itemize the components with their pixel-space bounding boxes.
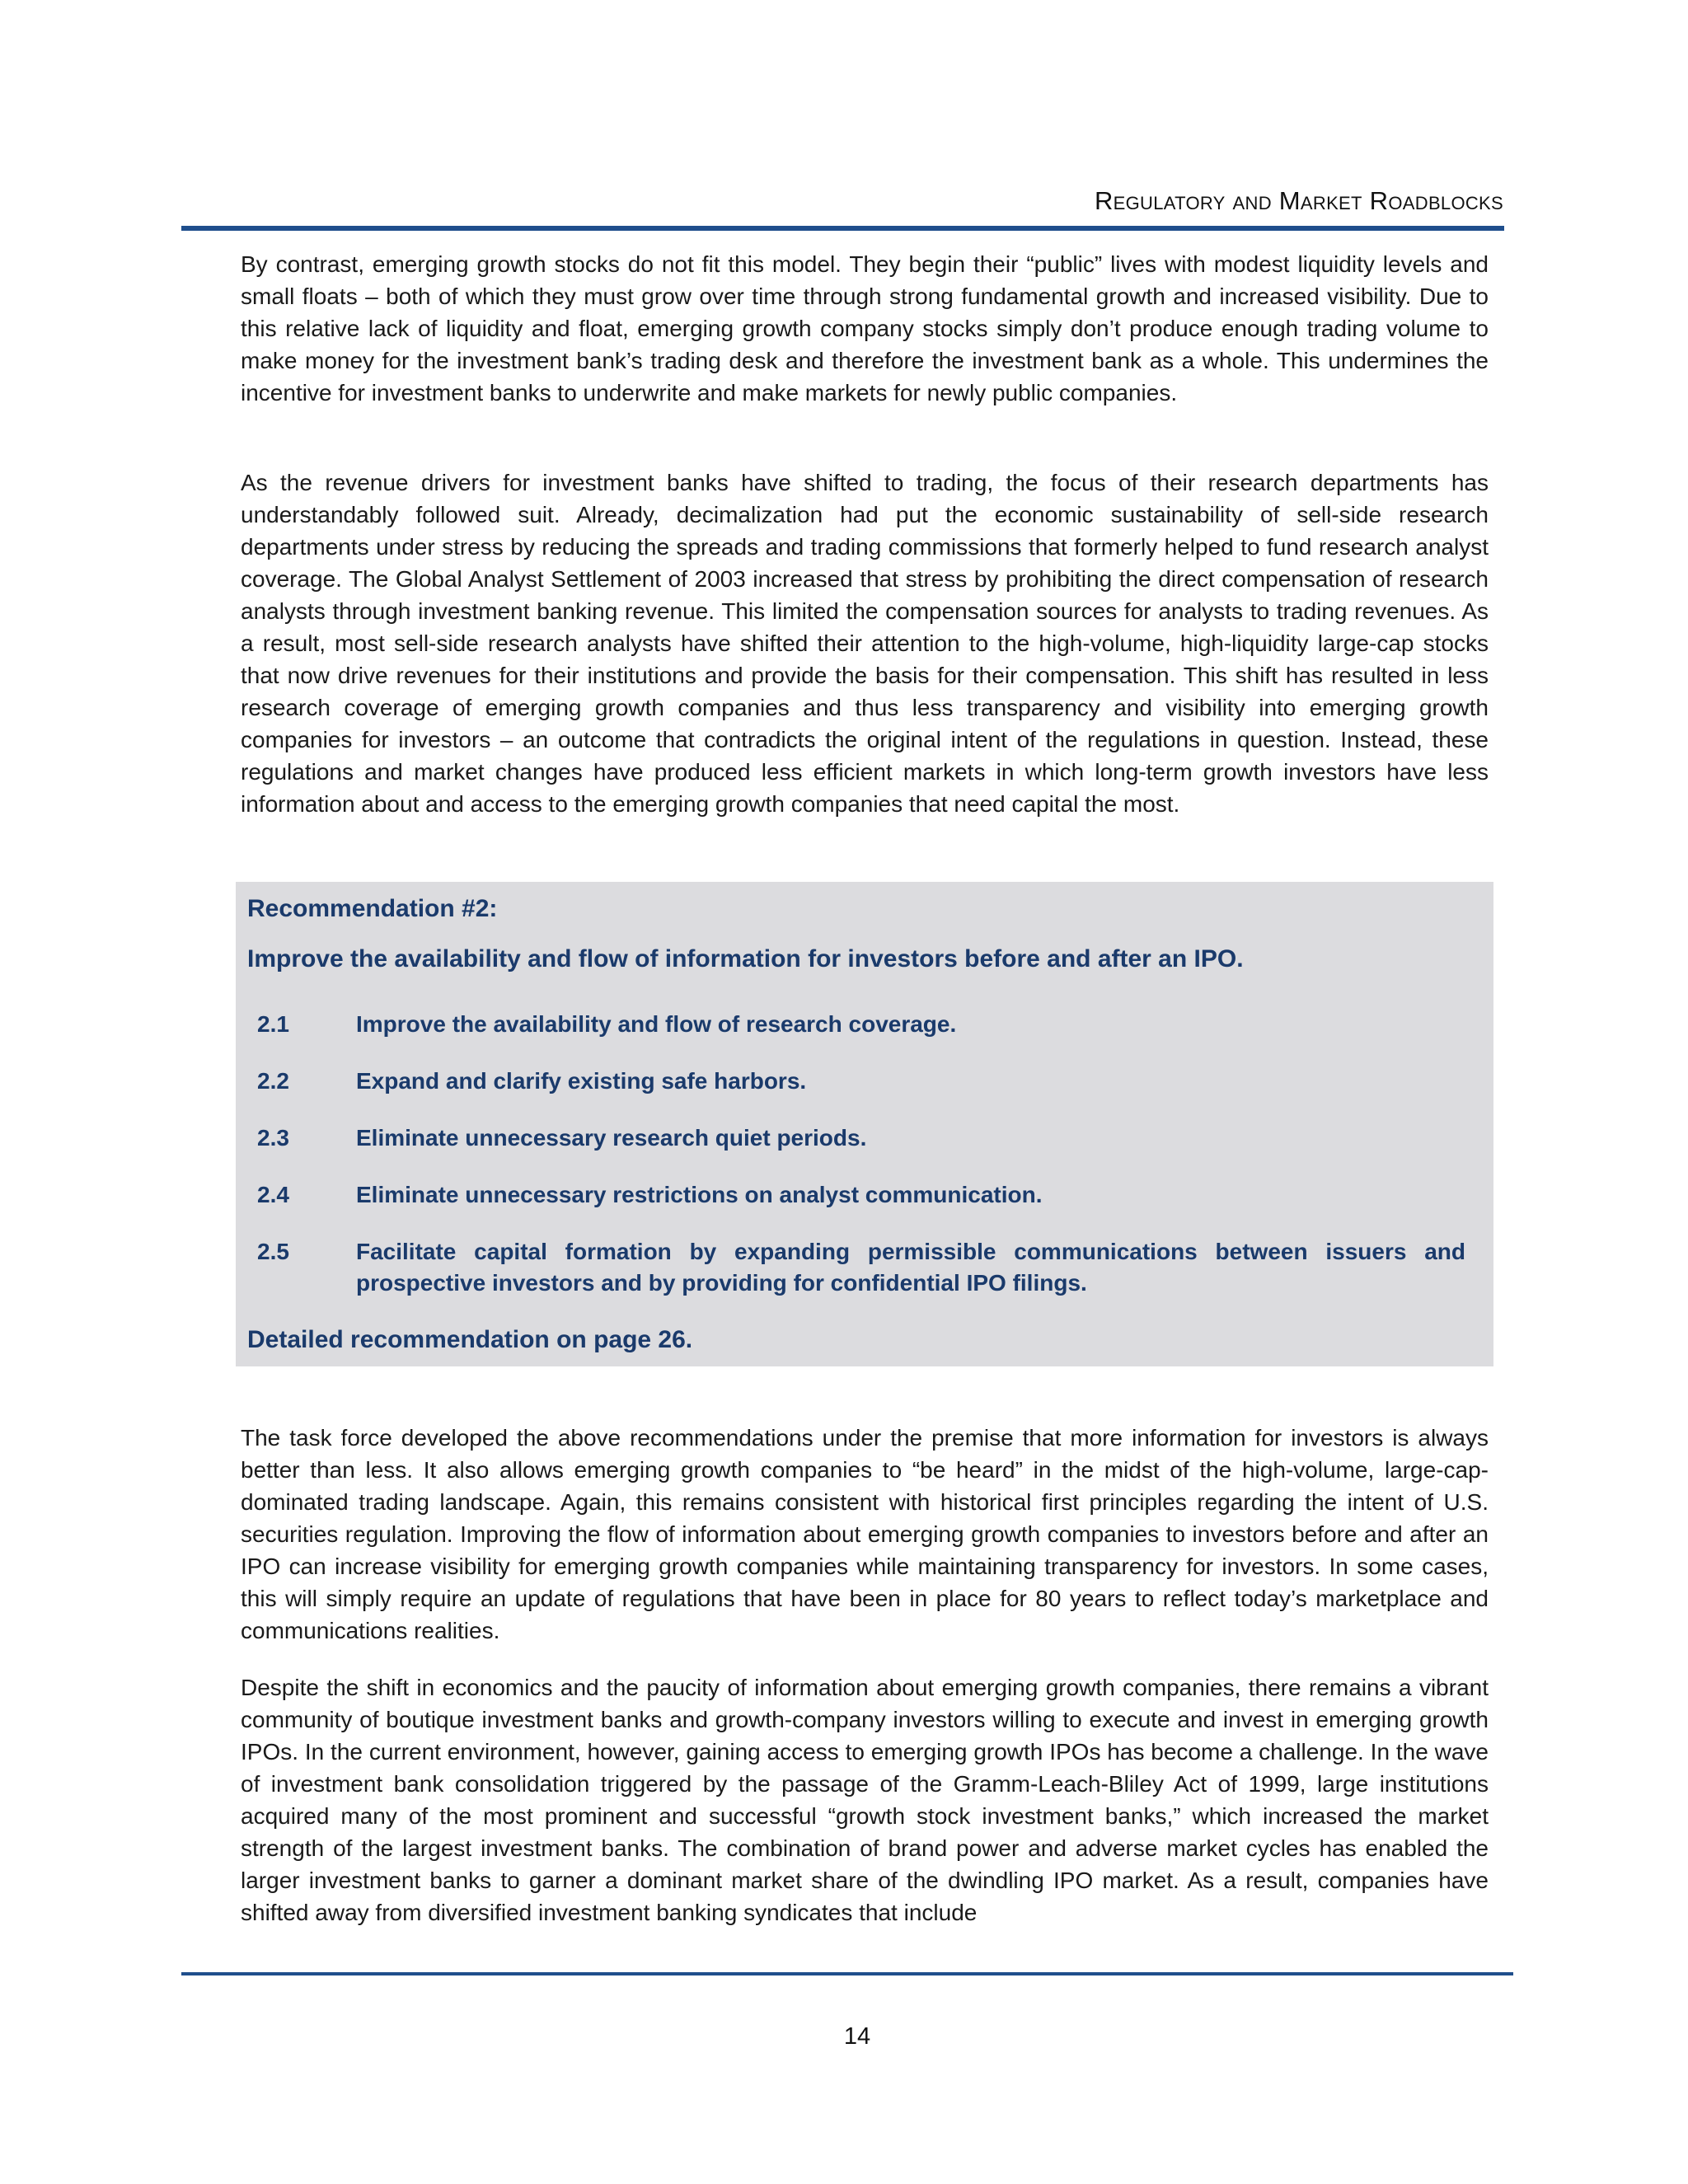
recommendation-item-text: Eliminate unnecessary research quiet periods. — [356, 1125, 867, 1151]
header-rule — [181, 226, 1504, 231]
recommendation-item-number: 2.2 — [257, 1068, 289, 1094]
recommendation-item-text: Expand and clarify existing safe harbors. — [356, 1068, 807, 1094]
recommendation-item-text: Improve the availability and flow of research coverage. — [356, 1011, 957, 1037]
body-paragraph: The task force developed the above recommendations under the premise that more information for investors is always better than less. It also allows emerging growth companies to “be heard” in the midst of the high-volume, large-cap-dominated trading landscape. Again, this remains consistent with historical first principles regarding the intent of U.S. securities regulation. Improving the flow of information about emerging growth companies to investors before and after an IPO can increase visibility for emerging growth companies while maintaining transparency for investors. In some cases, this will simply require an update of regulations that have been in place for 80 years to reflect today’s marketplace and communications realities. — [241, 1425, 1489, 1643]
body-paragraph: By contrast, emerging growth stocks do not fit this model. They begin their “public” lives with modest liquidity levels and small floats – both of which they must grow over time through strong fundamental growth and increased visibility. Due to this relative lack of liquidity and float, emerging growth company stocks simply don’t produce enough trading volume to make money for the investment bank’s trading desk and therefore the investment bank as a whole. This undermines the incentive for investment banks to underwrite and make markets for newly public companies. — [241, 251, 1489, 405]
body-paragraph: Despite the shift in economics and the paucity of information about emerging growth companies, there remains a vibrant community of boutique investment banks and growth-company investors willing to execute and invest in emerging growth IPOs. In the current environment, however, gaining access to emerging growth IPOs has become a challenge. In the wave of investment bank consolidation triggered by the passage of the Gramm-Leach-Bliley Act of 1999, large institutions acquired many of the most prominent and successful “growth stock investment banks,” which increased the market strength of the largest investment banks. The combination of brand power and adverse market cycles has enabled the larger investment banks to garner a dominant market share of the dwindling IPO market. As a result, companies have shifted away from diversified investment banking syndicates that include — [241, 1675, 1489, 1925]
recommendation-item — [257, 1236, 1465, 1299]
recommendation-page-reference: Detailed recommendation on page 26. — [247, 1326, 693, 1353]
recommendation-item-text: Facilitate capital formation by expanding permissible communications between issuers and prospective investors and by providing for confidential IPO filings. — [356, 1239, 1465, 1296]
recommendation-subtitle: Improve the availability and flow of information for investors before and after an IPO. — [247, 945, 1244, 972]
recommendation-box — [236, 882, 1493, 1366]
page-number: 14 — [843, 2023, 871, 2050]
footer-rule — [181, 1972, 1513, 1975]
recommendation-item — [257, 1179, 1465, 1211]
recommendation-item — [257, 1009, 1465, 1040]
running-header: Regulatory and Market Roadblocks — [1094, 186, 1503, 215]
recommendation-item-number: 2.5 — [257, 1239, 289, 1264]
body-paragraph: As the revenue drivers for investment banks have shifted to trading, the focus of their research departments has understandably followed suit. Already, decimalization had put the economic sustainability of sell-side research departments under stress by reducing the spreads and trading commissions that formerly helped to fund research analyst coverage. The Global Analyst Settlement of 2003 increased that stress by prohibiting the direct compensation of research analysts through investment banking revenue. This limited the compensation sources for analysts to trading revenues. As a result, most sell-side research analysts have shifted their attention to the high-volume, high-liquidity large-cap stocks that now drive revenues for their institutions and provide the basis for their compensation. This shift has resulted in less research coverage of emerging growth companies and thus less transparency and visibility into emerging growth companies for investors – an outcome that contradicts the original intent of the regulations in question. Instead, these regulations and market changes have produced less efficient markets in which long-term growth investors have less information about and access to the emerging growth companies that need capital the most. — [241, 470, 1489, 817]
recommendation-item — [257, 1122, 1465, 1154]
recommendation-title: Recommendation #2: — [247, 895, 498, 922]
recommendation-item-number: 2.1 — [257, 1011, 289, 1037]
recommendation-item-number: 2.3 — [257, 1125, 289, 1151]
recommendation-item-text: Eliminate unnecessary restrictions on analyst communication. — [356, 1182, 1043, 1207]
recommendation-item-number: 2.4 — [257, 1182, 289, 1207]
recommendation-item — [257, 1066, 1465, 1097]
